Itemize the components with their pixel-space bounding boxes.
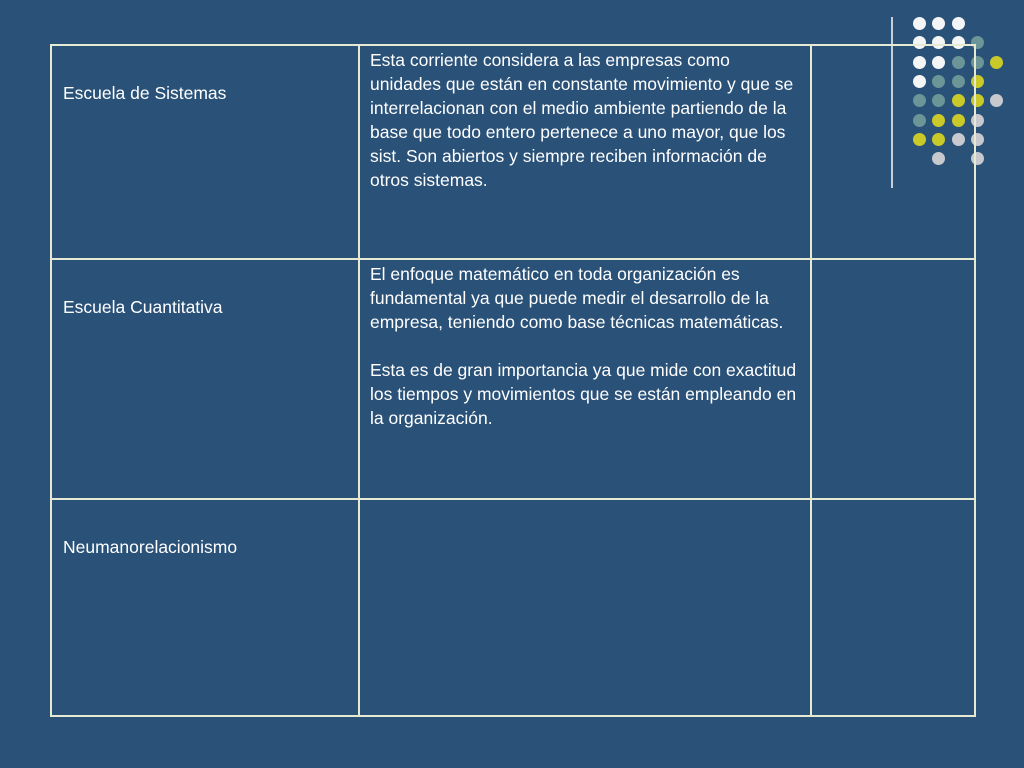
decorative-dot — [990, 56, 1003, 69]
school-name-cell: Neumanorelacionismo — [51, 499, 359, 716]
table-row — [51, 259, 975, 499]
description-cell — [359, 259, 811, 499]
description-cell — [359, 499, 811, 716]
description-cell — [359, 45, 811, 259]
decorative-dot — [932, 17, 945, 30]
decorative-dot — [990, 94, 1003, 107]
decorative-dot — [952, 17, 965, 30]
empty-cell — [811, 45, 975, 259]
empty-cell — [811, 259, 975, 499]
school-name-cell: Escuela Cuantitativa — [51, 259, 359, 499]
description-paragraph: El enfoque matemático en toda organización es fundamental ya que puede medir el desarrollo de la empresa, teniendo como base técnicas matemáticas. — [370, 264, 784, 332]
empty-cell — [811, 499, 975, 716]
table-row — [51, 499, 975, 716]
schools-table — [50, 44, 976, 717]
school-name-cell: Escuela de Sistemas — [51, 45, 359, 259]
description-paragraph: Esta es de gran importancia ya que mide con exactitud los tiempos y movimientos que se están empleando en la organización. — [370, 360, 797, 428]
description-paragraph: Esta corriente considera a las empresas como unidades que están en constante movimiento y que se interrelacionan con el medio ambiente partiendo de la base que todo entero pertenece a uno mayor, que los sist. Son abiertos y siempre reciben información de otros sistemas. — [370, 50, 794, 190]
decorative-dot — [913, 17, 926, 30]
table-row — [51, 45, 975, 259]
